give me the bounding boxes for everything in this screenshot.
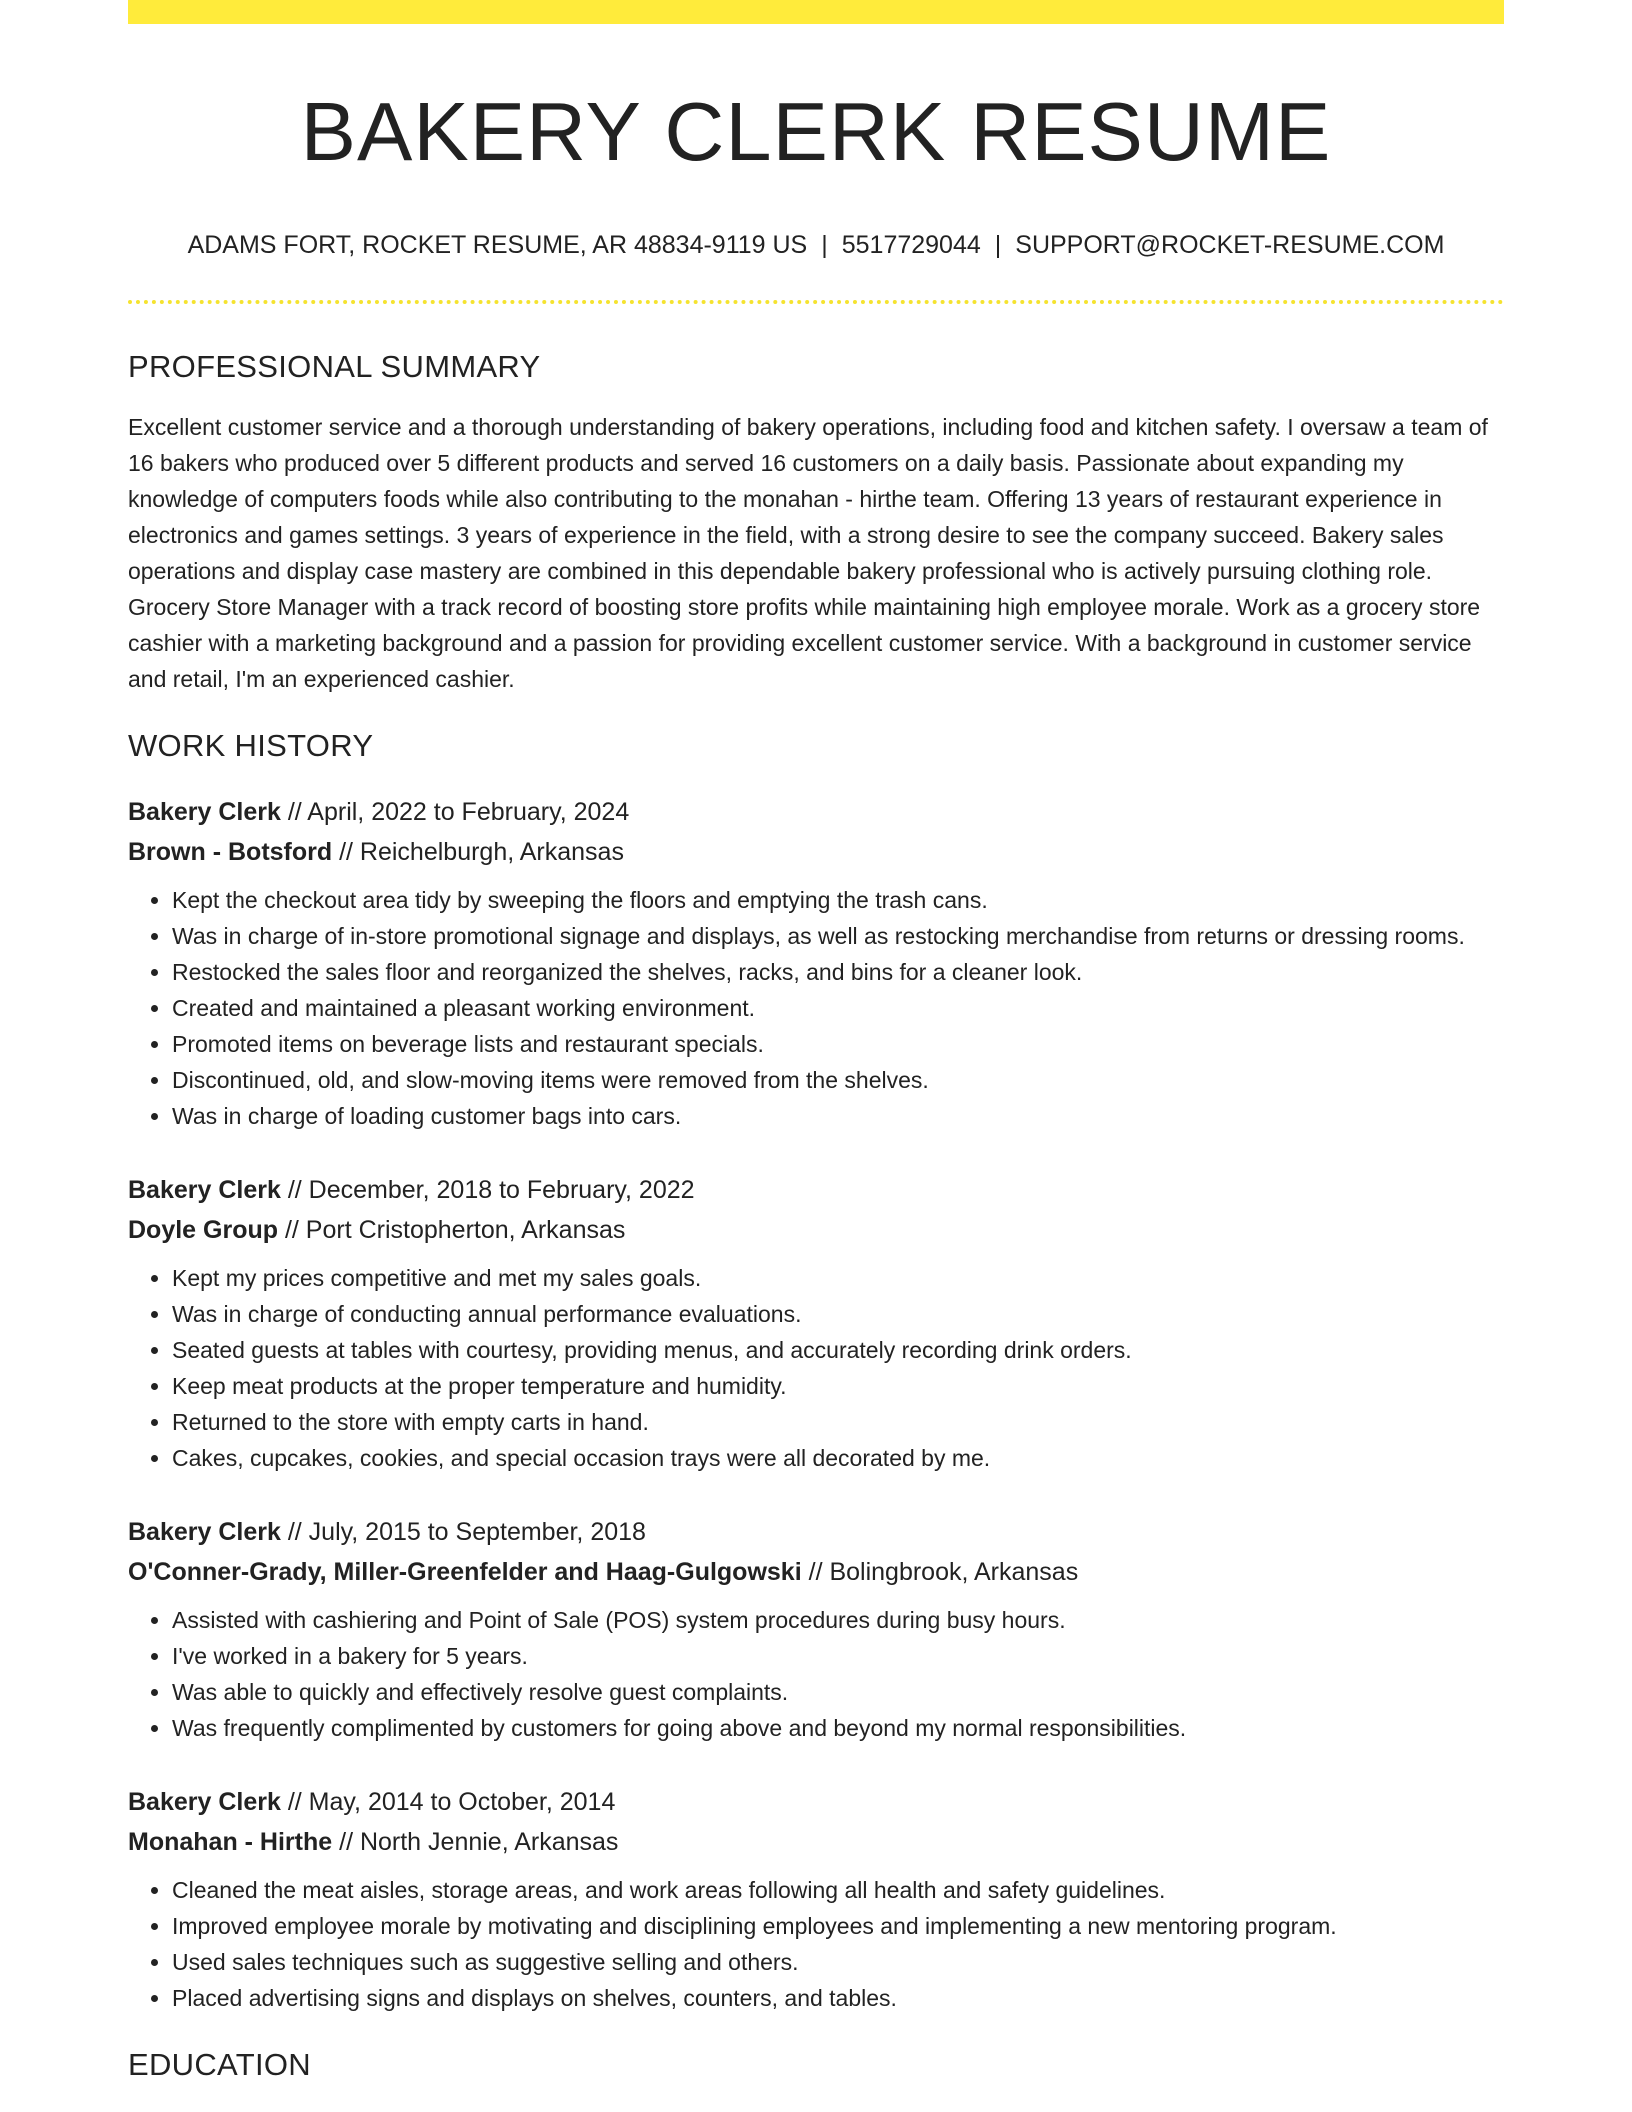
job-location: // Bolingbrook, Arkansas <box>801 1557 1079 1586</box>
job-title: Bakery Clerk <box>128 1175 281 1204</box>
list-item: • Returned to the store with empty carts in hand. <box>172 1404 1504 1440</box>
job-dates: // July, 2015 to September, 2018 <box>280 1517 646 1546</box>
list-item: • Created and maintained a pleasant working environment. <box>172 990 1504 1026</box>
resume-page <box>128 0 1504 2083</box>
job-location: // Port Cristopherton, Arkansas <box>278 1215 626 1244</box>
job-company-line <box>128 1822 1504 1862</box>
job-entry-3 <box>128 1512 1504 1746</box>
job-title-line <box>128 1782 1504 1822</box>
list-item: • Cakes, cupcakes, cookies, and special occasion trays were all decorated by me. <box>172 1440 1504 1476</box>
list-item: • Improved employee morale by motivating and disciplining employees and implementing a new mentoring program. <box>172 1908 1504 1944</box>
job-dates: // May, 2014 to October, 2014 <box>280 1787 616 1816</box>
contact-phone: 5517729044 <box>841 230 981 259</box>
list-item: • Discontinued, old, and slow-moving items were removed from the shelves. <box>172 1062 1504 1098</box>
job-company: Monahan - Hirthe <box>128 1827 333 1856</box>
list-item: • Was able to quickly and effectively resolve guest complaints. <box>172 1674 1504 1710</box>
job-company: O'Conner-Grady, Miller-Greenfelder and Haag-Gulgowski <box>128 1557 802 1586</box>
job-location: // North Jennie, Arkansas <box>332 1827 619 1856</box>
education-heading: EDUCATION <box>128 2046 311 2082</box>
contact-separator: | <box>821 230 828 259</box>
list-item: • Seated guests at tables with courtesy, providing menus, and accurately recording drink orders. <box>172 1332 1504 1368</box>
job-title-line <box>128 1170 1504 1210</box>
list-item: • Was frequently complimented by customers for going above and beyond my normal responsibilities. <box>172 1710 1504 1746</box>
list-item: • Keep meat products at the proper temperature and humidity. <box>172 1368 1504 1404</box>
list-item: • I've worked in a bakery for 5 years. <box>172 1638 1504 1674</box>
summary-text: Excellent customer service and a thorough understanding of bakery operations, including food and kitchen safety. I oversaw a team of 16 bakers who produced over 5 different products and served 16 customers on a daily basis. Passionate about expanding my knowledge of computers foods while also contributing to the monahan - hirthe team. Offering 13 years of restaurant experience in electronics and games settings. 3 years of experience in the field, with a strong desire to see the company succeed. Bakery sales operations and display case mastery are combined in this dependable bakery professional who is actively pursuing clothing role. Grocery Store Manager with a track record of boosting store profits while maintaining high employee morale. Work as a grocery store cashier with a marketing background and a passion for providing excellent customer service. With a background in customer service and retail, I'm an experienced cashier. <box>128 413 1488 692</box>
list-item: • Was in charge of conducting annual performance evaluations. <box>172 1296 1504 1332</box>
contact-line <box>128 230 1504 260</box>
job-bullets <box>128 1602 1504 1746</box>
job-title-line <box>128 1512 1504 1552</box>
job-title: Bakery Clerk <box>128 797 281 826</box>
list-item: • Kept my prices competitive and met my sales goals. <box>172 1260 1504 1296</box>
top-accent-bar <box>128 0 1504 24</box>
list-item: • Assisted with cashiering and Point of Sale (POS) system procedures during busy hours. <box>172 1602 1504 1638</box>
job-company-line <box>128 1210 1504 1250</box>
contact-address: ADAMS FORT, ROCKET RESUME, AR 48834-9119 US <box>187 230 808 259</box>
job-entry-4 <box>128 1782 1504 2016</box>
job-entry-1 <box>128 792 1504 1134</box>
summary-heading: PROFESSIONAL SUMMARY <box>128 348 541 384</box>
list-item: • Restocked the sales floor and reorganized the shelves, racks, and bins for a cleaner look. <box>172 954 1504 990</box>
job-title: Bakery Clerk <box>128 1517 281 1546</box>
resume-title: BAKERY CLERK RESUME <box>300 85 1332 178</box>
list-item: • Promoted items on beverage lists and restaurant specials. <box>172 1026 1504 1062</box>
contact-separator: | <box>994 230 1002 259</box>
job-dates: // December, 2018 to February, 2022 <box>280 1175 695 1204</box>
list-item: • Was in charge of loading customer bags into cars. <box>172 1098 1504 1134</box>
job-bullets <box>128 882 1504 1134</box>
job-bullets <box>128 1260 1504 1476</box>
contact-email: SUPPORT@ROCKET-RESUME.COM <box>1015 230 1445 259</box>
list-item: • Used sales techniques such as suggestive selling and others. <box>172 1944 1504 1980</box>
job-bullets <box>128 1872 1504 2016</box>
job-dates: // April, 2022 to February, 2024 <box>280 797 630 826</box>
job-company: Brown - Botsford <box>128 837 333 866</box>
list-item: • Was in charge of in-store promotional signage and displays, as well as restocking merchandise from returns or dressing rooms. <box>172 918 1504 954</box>
work-history-heading: WORK HISTORY <box>128 727 374 763</box>
job-company-line <box>128 1552 1504 1592</box>
job-entry-2 <box>128 1170 1504 1476</box>
list-item: • Placed advertising signs and displays on shelves, counters, and tables. <box>172 1980 1504 2016</box>
header-divider <box>128 300 1504 304</box>
job-company: Doyle Group <box>128 1215 279 1244</box>
job-title-line <box>128 792 1504 832</box>
job-company-line <box>128 832 1504 872</box>
job-location: // Reichelburgh, Arkansas <box>332 837 624 866</box>
list-item: • Cleaned the meat aisles, storage areas, and work areas following all health and safety guidelines. <box>172 1872 1504 1908</box>
list-item: • Kept the checkout area tidy by sweeping the floors and emptying the trash cans. <box>172 882 1504 918</box>
job-title: Bakery Clerk <box>128 1787 281 1816</box>
